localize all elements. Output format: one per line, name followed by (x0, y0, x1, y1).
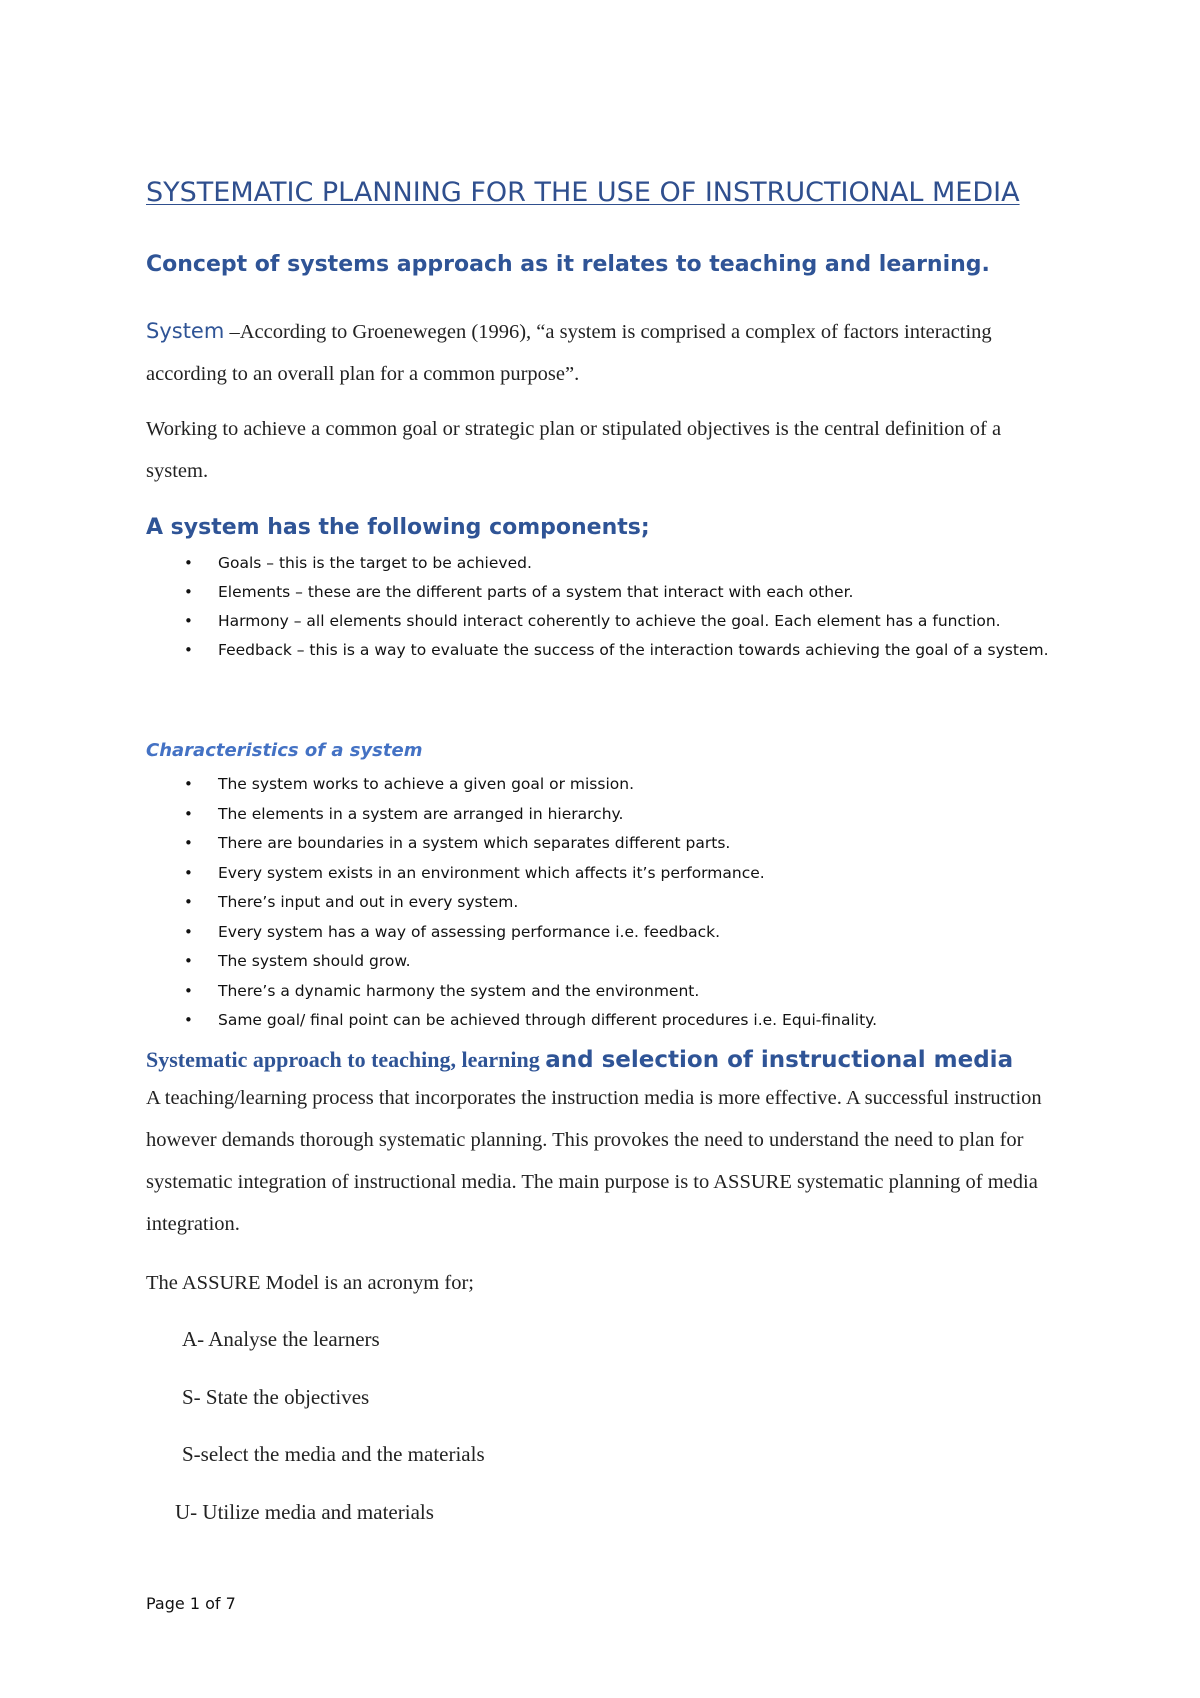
bullet-icon: • (184, 775, 193, 793)
approach-heading-part1: Systematic approach to teaching, learning (146, 1047, 546, 1072)
bullet-icon: • (184, 1011, 193, 1029)
system-definition-lead: System (146, 319, 225, 343)
approach-paragraph: A teaching/learning process that incorporates the instruction media is more effective. A successful instruction however demands thorough systematic planning. This provokes the need to understand the need to plan for systematic integration of instructional media. The main purpose is to ASSURE systematic planning of media integration. (146, 1087, 1042, 1235)
bullet-icon: • (184, 981, 193, 1000)
bullet-icon: • (184, 893, 193, 911)
working-paragraph: Working to achieve a common goal or strategic plan or stipulated objectives is the central definition of a system. (146, 418, 1002, 482)
system-definition-paragraph (146, 310, 1066, 395)
assure-item-analyse: A- Analyse the learners (182, 1327, 380, 1351)
components-heading: A system has the following components; (146, 515, 650, 540)
list-item: • Feedback – this is a way to evaluate the success of the interaction towards achieving the goal of a system. (184, 636, 1064, 665)
list-item: • Every system exists in an environment which affects it’s performance. (184, 859, 1064, 889)
bullet-icon: • (184, 583, 193, 601)
list-item: • The elements in a system are arranged in hierarchy. (184, 800, 1064, 830)
bullet-icon: • (184, 952, 193, 970)
assure-item-select: S-select the media and the materials (182, 1442, 485, 1466)
bullet-icon: • (184, 834, 193, 852)
characteristics-heading: Characteristics of a system (146, 740, 423, 761)
assure-intro: The ASSURE Model is an acronym for; (146, 1272, 474, 1294)
list-item: • Same goal/ final point can be achieved through different procedures i.e. Equi-finality. (184, 1006, 1064, 1036)
assure-item-utilize: U- Utilize media and materials (175, 1500, 434, 1524)
assure-item-state: S- State the objectives (182, 1385, 370, 1409)
document-subtitle: Concept of systems approach as it relates to teaching and learning. (146, 252, 990, 277)
list-item: • Every system has a way of assessing performance i.e. feedback. (184, 918, 1064, 948)
list-item: • Goals – this is the target to be achieved. (184, 549, 1064, 578)
bullet-icon: • (184, 863, 193, 882)
bullet-icon: • (184, 641, 193, 659)
list-item: • There’s a dynamic harmony the system and the environment. (184, 977, 1064, 1007)
approach-heading (146, 1047, 1013, 1073)
document-title: SYSTEMATIC PLANNING FOR THE USE OF INSTRUCTIONAL MEDIA (146, 177, 1020, 208)
components-list (184, 549, 1064, 665)
approach-heading-part2: and selection of instructional media (545, 1047, 1014, 1073)
bullet-icon: • (184, 554, 193, 572)
bullet-icon: • (184, 612, 193, 630)
list-item: • The system works to achieve a given goal or mission. (184, 770, 1064, 800)
list-item: • There are boundaries in a system which separates different parts. (184, 829, 1064, 859)
bullet-icon: • (184, 922, 193, 941)
list-item: • The system should grow. (184, 947, 1064, 977)
characteristics-list (184, 770, 1064, 1036)
bullet-icon: • (184, 804, 193, 823)
list-item: • There’s input and out in every system. (184, 888, 1064, 918)
list-item: • Harmony – all elements should interact coherently to achieve the goal. Each element has a function. (184, 607, 1064, 636)
list-item: • Elements – these are the different parts of a system that interact with each other. (184, 578, 1064, 607)
system-definition-text: –According to Groenewegen (1996), “a system is comprised a complex of factors interacting according to an overall plan for a common purpose”. (146, 321, 992, 385)
page-number-footer: Page 1 of 7 (146, 1594, 236, 1613)
